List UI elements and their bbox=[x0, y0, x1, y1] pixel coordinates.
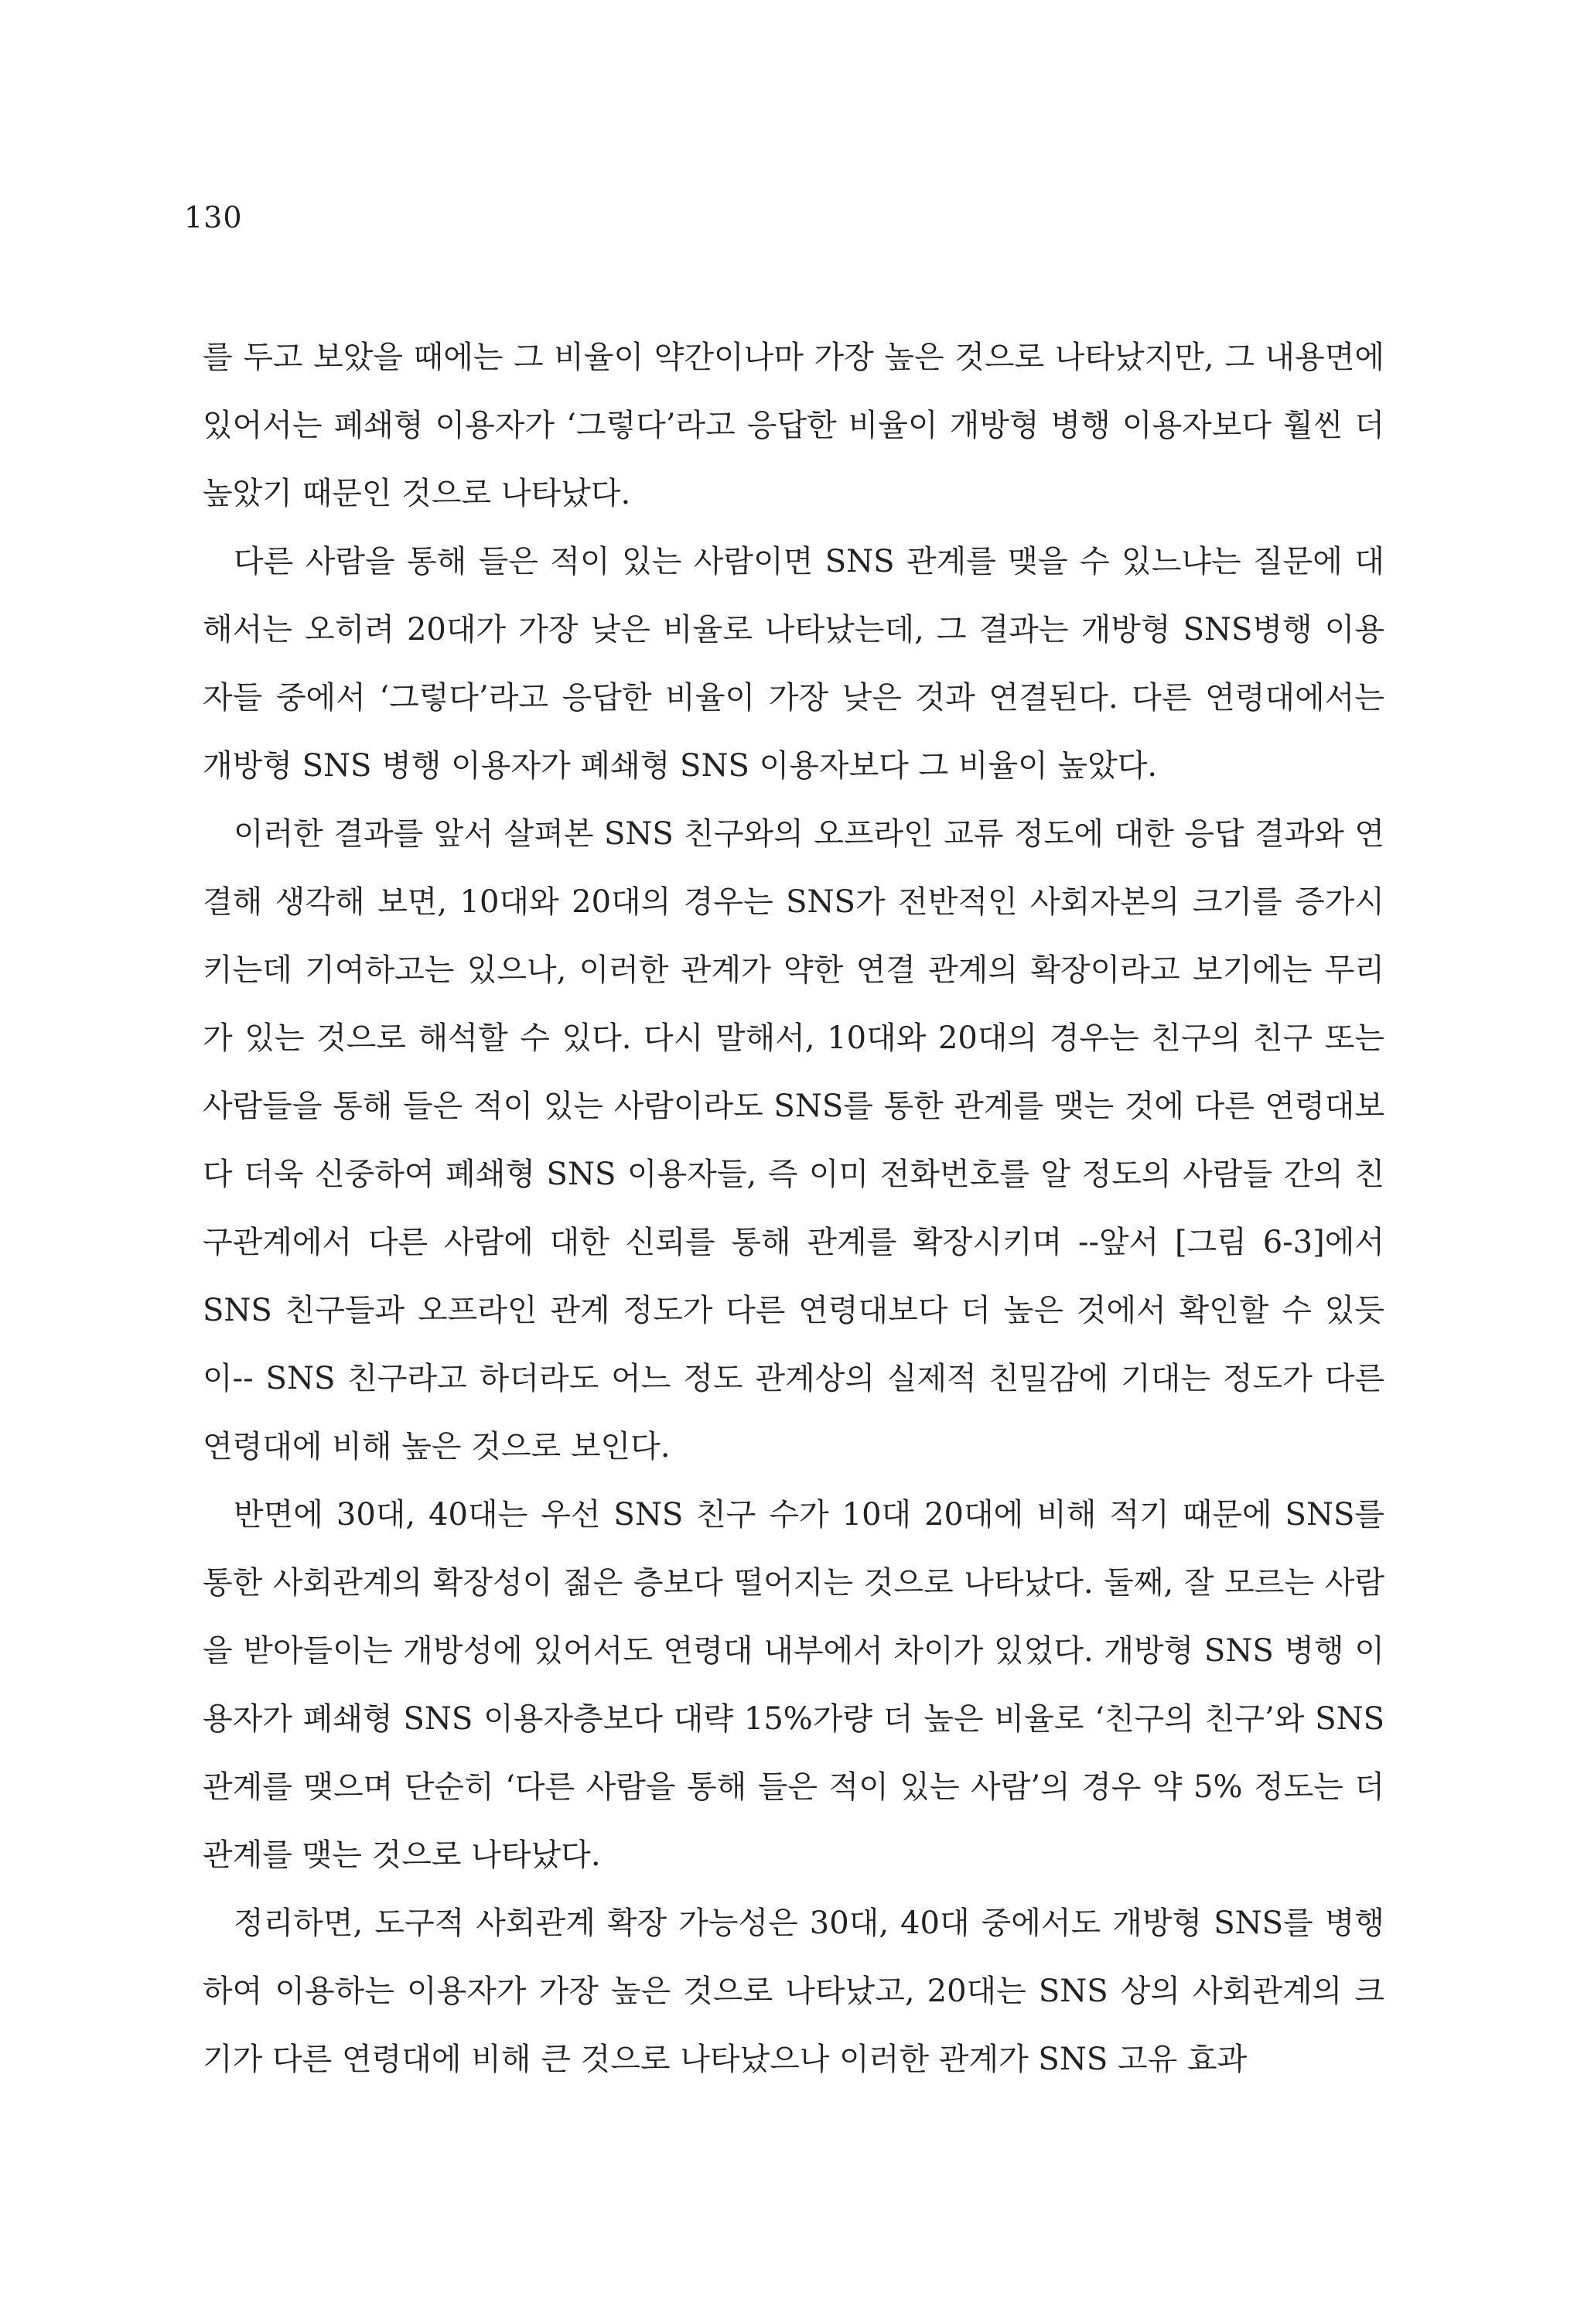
body-text bbox=[203, 323, 1384, 2093]
paragraph-20s-referral: 다른 사람을 통해 들은 적이 있는 사람이면 SNS 관계를 맺을 수 있느냐는 질문에 대해서는 오히려 20대가 가장 낮은 비율로 나타났는데, 그 결과는 개방형 SNS병행 이용자들 중에서 ‘그렇다’라고 응답한 비율이 가장 낮은 것과 연결된다. 다른 연령대에서는 개방형 SNS 병행 이용자가 폐쇄형 SNS 이용자보다 그 비율이 높았다. bbox=[203, 544, 1384, 784]
page-number: 130 bbox=[184, 200, 243, 234]
paragraph-30s-40s: 반면에 30대, 40대는 우선 SNS 친구 수가 10대 20대에 비해 적기 때문에 SNS를 통한 사회관계의 확장성이 젊은 층보다 떨어지는 것으로 나타났다. 둘째, 잘 모르는 사람을 받아들이는 개방성에 있어서도 연령대 내부에서 차이가 있었다. 개방형 SNS 병행 이용자가 폐쇄형 SNS 이용자층보다 대략 15%가량 더 높은 비율로 ‘친구의 친구’와 SNS 관계를 맺으며 단순히 ‘다른 사람을 통해 들은 적이 있는 사람’의 경우 약 5% 정도는 더 관계를 맺는 것으로 나타났다. bbox=[203, 1497, 1384, 1873]
paragraph-teens-20s-interpretation: 이러한 결과를 앞서 살펴본 SNS 친구와의 오프라인 교류 정도에 대한 응답 결과와 연결해 생각해 보면, 10대와 20대의 경우는 SNS가 전반적인 사회자본의 크기를 증가시키는데 기여하고는 있으나, 이러한 관계가 약한 연결 관계의 확장이라고 보기에는 무리가 있는 것으로 해석할 수 있다. 다시 말해서, 10대와 20대의 경우는 친구의 친구 또는 사람들을 통해 들은 적이 있는 사람이라도 SNS를 통한 관계를 맺는 것에 다른 연령대보다 더욱 신중하여 폐쇄형 SNS 이용자들, 즉 이미 전화번호를 알 정도의 사람들 간의 친구관계에서 다른 사람에 대한 신뢰를 통해 관계를 확장시키며 --앞서 [그림 6-3]에서 SNS 친구들과 오프라인 관계 정도가 다른 연령대보다 더 높은 것에서 확인할 수 있듯이-- SNS 친구라고 하더라도 어느 정도 관계상의 실제적 친밀감에 기대는 정도가 다른 연령대에 비해 높은 것으로 보인다. bbox=[203, 816, 1384, 1464]
paragraph-summary: 정리하면, 도구적 사회관계 확장 가능성은 30대, 40대 중에서도 개방형 SNS를 병행하여 이용하는 이용자가 가장 높은 것으로 나타났고, 20대는 SNS 상의 사회관계의 크기가 다른 연령대에 비해 큰 것으로 나타났으나 이러한 관계가 SNS 고유 효과 bbox=[203, 1905, 1384, 2077]
paragraph-continued: 를 두고 보았을 때에는 그 비율이 약간이나마 가장 높은 것으로 나타났지만, 그 내용면에 있어서는 폐쇄형 이용자가 ‘그렇다’라고 응답한 비율이 개방형 병행 이용자보다 훨씬 더 높았기 때문인 것으로 나타났다. bbox=[203, 340, 1384, 511]
